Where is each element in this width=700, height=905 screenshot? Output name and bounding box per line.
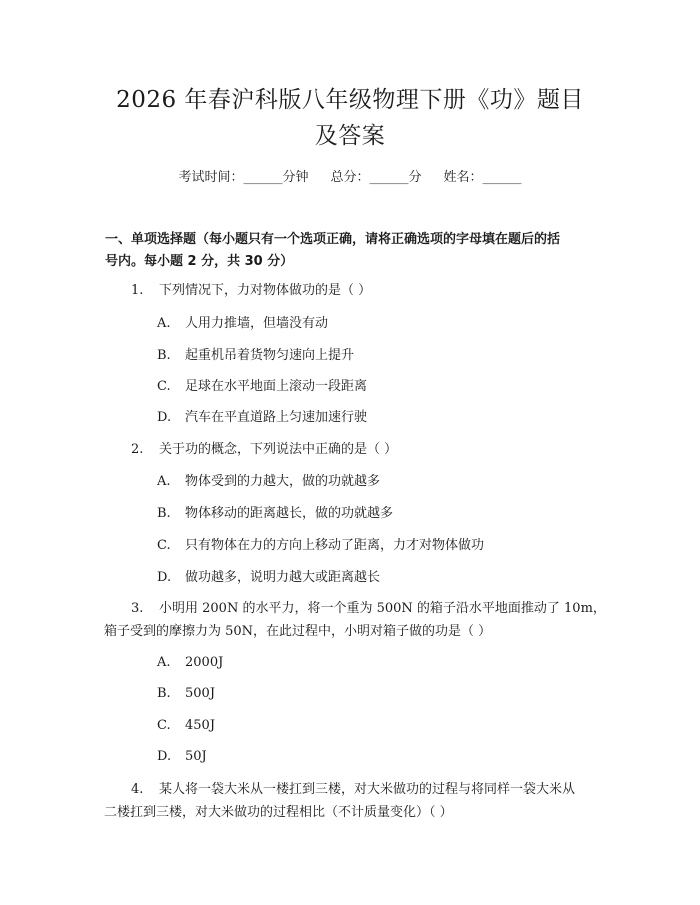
option-text: 物体移动的距离越长，做的功就越多 (185, 506, 394, 521)
option-letter: D. (157, 410, 172, 425)
q2-option-a (157, 472, 380, 492)
section-heading: 一、单项选择题（每小题只有一个选项正确，请将正确选项的字母填在题后的括 (105, 232, 561, 247)
question-number: 1. (131, 283, 144, 298)
question-number: 3. (131, 601, 144, 616)
exam-info-line (0, 168, 700, 188)
q1-option-d (157, 408, 367, 428)
option-letter: C. (157, 718, 171, 733)
question-text-line1: 小明用 200N 的水平力，将一个重为 500N 的箱子沿水平地面推动了 10m， (159, 601, 606, 616)
question-3-continued: 箱子受到的摩擦力为 50N，在此过程中，小明对箱子做的功是（ ） (104, 624, 492, 639)
option-letter: A. (157, 316, 171, 331)
q3-option-b (157, 684, 215, 704)
option-text: 起重机吊着货物匀速向上提升 (185, 348, 355, 363)
q1-option-b (157, 346, 354, 366)
q2-option-d (157, 568, 380, 588)
q3-option-d (157, 747, 207, 767)
option-text: 500J (185, 686, 216, 701)
question-3 (131, 599, 606, 619)
option-letter: D. (157, 570, 172, 585)
total-score-field: 总分：______分 (330, 170, 422, 185)
option-letter: C. (157, 379, 171, 394)
question-4 (131, 780, 575, 800)
option-letter: B. (157, 506, 171, 521)
page-title: 2026 年春沪科版八年级物理下册《功》题目 (116, 87, 584, 113)
question-text-line1: 某人将一袋大米从一楼扛到三楼，对大米做功的过程与将同样一袋大米从 (159, 782, 576, 797)
q3-option-a (157, 653, 223, 673)
question-1 (131, 281, 371, 301)
option-letter: D. (157, 749, 172, 764)
question-text: 下列情况下，力对物体做功的是（ ） (159, 283, 372, 298)
question-2 (131, 440, 397, 460)
option-text: 50J (185, 749, 207, 764)
q1-option-c (157, 377, 367, 397)
q2-option-b (157, 504, 393, 524)
student-name-field: 姓名：______ (443, 170, 522, 185)
option-letter: B. (157, 686, 171, 701)
question-number: 4. (131, 782, 144, 797)
option-letter: C. (157, 538, 171, 553)
option-text: 汽车在平直道路上匀速加速行驶 (185, 410, 368, 425)
q3-option-c (157, 716, 215, 736)
section-heading-continued: 号内。每小题 2 分，共 30 分） (105, 254, 294, 269)
exam-time-field: 考试时间：______分钟 (178, 170, 309, 185)
page-title-continued: 及答案 (314, 123, 386, 149)
option-text: 足球在水平地面上滚动一段距离 (185, 379, 368, 394)
question-number: 2. (131, 442, 144, 457)
q2-option-c (157, 536, 484, 556)
option-letter: A. (157, 655, 171, 670)
q1-option-a (157, 314, 328, 334)
option-text: 物体受到的力越大，做的功就越多 (185, 474, 381, 489)
option-letter: B. (157, 348, 171, 363)
option-text: 做功越多，说明力越大或距离越长 (185, 570, 381, 585)
option-text: 2000J (185, 655, 224, 670)
question-text: 关于功的概念，下列说法中正确的是（ ） (159, 442, 398, 457)
option-text: 只有物体在力的方向上移动了距离，力才对物体做功 (185, 538, 485, 553)
question-4-continued: 二楼扛到三楼，对大米做功的过程相比（不计质量变化）（ ） (104, 805, 453, 820)
option-letter: A. (157, 474, 171, 489)
option-text: 450J (185, 718, 216, 733)
option-text: 人用力推墙，但墙没有动 (185, 316, 329, 331)
